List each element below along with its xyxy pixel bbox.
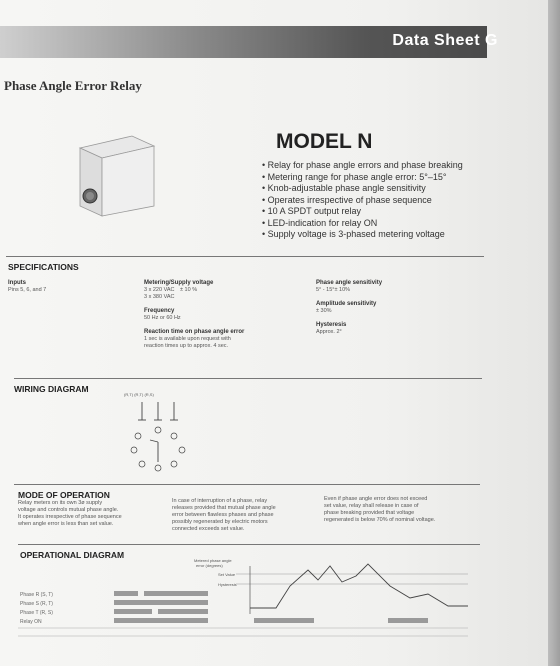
frequency-value: 50 Hz or 60 Hz (144, 315, 181, 321)
operation-text: voltage and controls mutual phase angle. (18, 507, 119, 513)
operation-text: Even if phase angle error does not exceed (324, 496, 428, 502)
reaction-label: Reaction time on phase angle error (144, 329, 245, 335)
feature-list (262, 160, 463, 241)
divider (14, 378, 482, 379)
divider (14, 484, 480, 485)
divider (6, 256, 484, 257)
operation-text: when angle error is less than set value. (18, 521, 114, 527)
operation-column-3 (324, 496, 435, 524)
phase-r-bar (144, 591, 208, 596)
operation-text: In case of interruption of a phase, relay (172, 498, 268, 504)
feature-item: • Supply voltage is 3-phased metering voltage (262, 229, 463, 241)
row-label: Phase S (R, T) (20, 601, 53, 607)
operation-column-1 (18, 500, 122, 528)
amplitude-label: Amplitude sensitivity (316, 301, 377, 307)
feature-item: • LED-indication for relay ON (262, 218, 463, 230)
metering-line: 3 x 220 VAC (144, 287, 175, 293)
metering-tolerance: ± 10 % (180, 287, 198, 293)
header-title: Data Sheet G (392, 32, 498, 49)
metering-label: Metering/Supply voltage (144, 280, 214, 286)
feature-item: • Knob-adjustable phase angle sensitivity (262, 183, 463, 195)
operation-text: regenerated is below 70% of nominal voltage. (324, 517, 436, 523)
sensitivity-label: Phase angle sensitivity (316, 280, 383, 286)
product-title: Phase Angle Error Relay (4, 78, 142, 93)
relay-on-bar (388, 618, 428, 623)
operation-text: It operates irrespective of phase sequence (18, 514, 122, 520)
relay-device-illustration (72, 128, 162, 218)
reaction-line: 1 sec is available upon request with (144, 336, 231, 342)
phase-s-bar (114, 600, 208, 605)
wiring-diagram (124, 390, 204, 476)
feature-item: • Metering range for phase angle error: 5°–15° (262, 172, 463, 184)
operation-text: connected exceeds set value. (172, 526, 245, 532)
relay-on-bar (114, 618, 208, 623)
phase-t-bar (158, 609, 208, 614)
feature-item: • 10 A SPDT output relay (262, 206, 463, 218)
row-label: Relay ON (20, 619, 42, 625)
operation-text: set value, relay shall release in case of (324, 503, 419, 509)
phase-r-bar (114, 591, 138, 596)
operation-text: releases provided that mutual phase angle (172, 505, 276, 511)
feature-item: • Relay for phase angle errors and phase breaking (262, 160, 463, 172)
set-value-label: Set Value (218, 572, 236, 577)
divider (18, 544, 480, 545)
sensitivity-block (316, 280, 436, 336)
phase-angle-curve (250, 564, 468, 608)
diagram-axis-label: Metered phase angle (194, 558, 232, 563)
hysteresis-label: Hysteresis (218, 582, 237, 587)
inputs-block (8, 280, 46, 294)
page-edge (548, 0, 560, 666)
reaction-line: reaction times up to approx. 4 sec. (144, 343, 229, 349)
relay-on-bar (254, 618, 314, 623)
frequency-label: Frequency (144, 308, 175, 314)
operation-column-2 (172, 498, 276, 533)
row-label: Phase R (S, T) (20, 592, 53, 598)
inputs-label: Inputs (8, 280, 26, 286)
operational-diagram (18, 556, 478, 646)
operation-text: possibly regenerated by electric motors (172, 519, 268, 525)
operation-text: error between flawless phases and phase (172, 512, 274, 518)
hysteresis-value: Approx. 2° (316, 329, 342, 335)
model-title: MODEL N (276, 130, 373, 153)
wiring-phase-labels: (R,T) (R,T) (R,S) (124, 392, 154, 397)
row-label: Phase T (R, S) (20, 610, 53, 616)
specifications-heading: SPECIFICATIONS (8, 262, 79, 272)
wiring-heading: WIRING DIAGRAM (14, 384, 89, 394)
operation-text: Relay meters on its own 3ø supply (18, 500, 103, 506)
phase-t-bar (114, 609, 152, 614)
diagram-axis-label: error (degrees) (196, 563, 223, 568)
operation-text: phase breaking provided that voltage (324, 510, 415, 516)
sensitivity-value: 5° - 15°± 10% (316, 287, 351, 293)
hysteresis-label: Hysteresis (316, 322, 347, 328)
amplitude-value: ± 30% (316, 308, 332, 314)
operational-diagram-heading: OPERATIONAL DIAGRAM (20, 550, 125, 560)
operation-heading: MODE OF OPERATION (18, 490, 110, 500)
metering-line: 3 x 380 VAC (144, 294, 175, 300)
inputs-value: Pins 5, 6, and 7 (8, 287, 47, 293)
feature-item: • Operates irrespective of phase sequence (262, 195, 463, 207)
metering-block (144, 280, 274, 350)
